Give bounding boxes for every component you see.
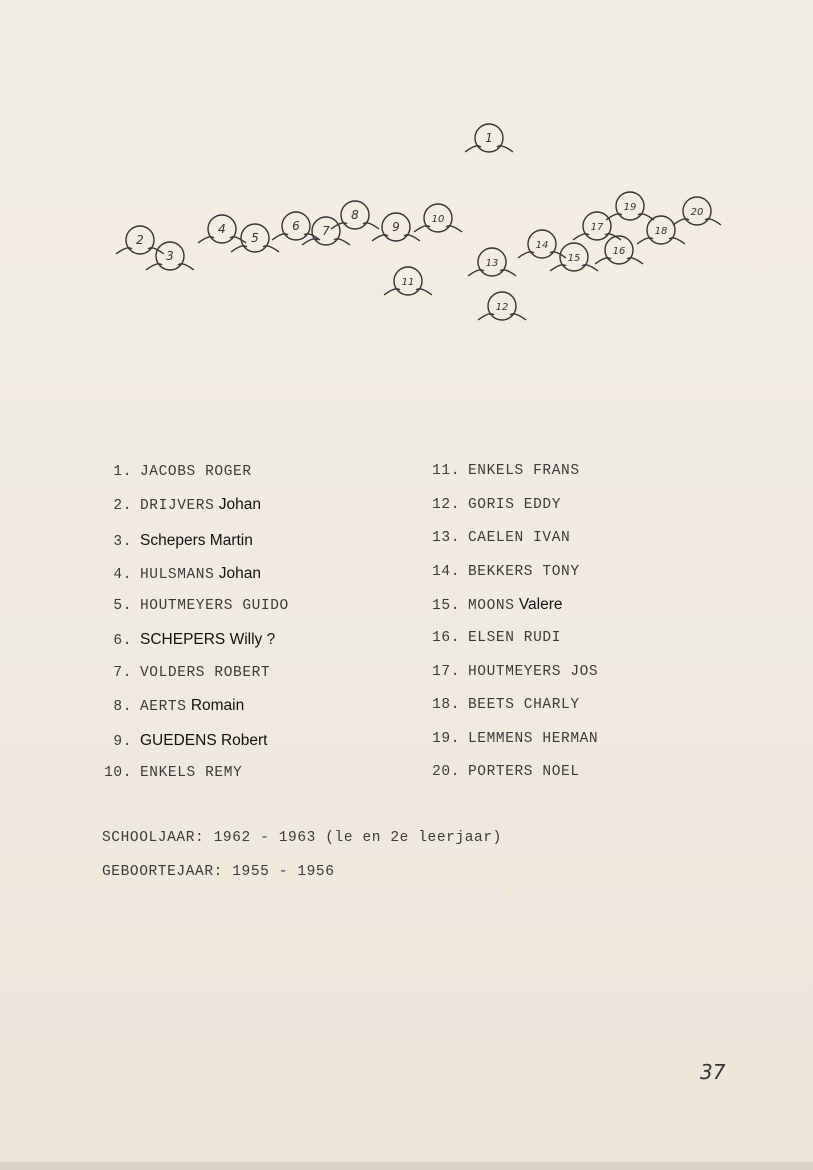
row-number: 14. xyxy=(432,564,460,580)
typed-name: VOLDERS ROBERT xyxy=(140,665,271,681)
typed-name: BEKKERS TONY xyxy=(468,564,580,580)
seat-shoulders xyxy=(637,238,685,244)
seat-shoulders xyxy=(550,265,598,271)
row-number: 10. xyxy=(104,765,132,781)
seat-shoulders xyxy=(518,252,566,258)
geboortejaar-line: GEBOORTEJAAR: 1955 - 1956 xyxy=(102,864,335,880)
seat-number: 19 xyxy=(623,202,637,213)
seat-number: 7 xyxy=(322,224,330,238)
seat-shoulders xyxy=(468,270,516,276)
row-number: 15. xyxy=(432,598,460,614)
name-row xyxy=(430,694,580,716)
seat-number: 1 xyxy=(485,131,493,145)
seat-16 xyxy=(595,236,643,264)
seat-shoulders xyxy=(384,289,432,295)
name-row xyxy=(102,494,261,516)
seat-number: 13 xyxy=(485,258,499,269)
row-number: 7. xyxy=(113,665,132,681)
seat-shoulders xyxy=(302,239,350,245)
typed-name: BEETS CHARLY xyxy=(468,697,580,713)
typed-name: JACOBS ROGER xyxy=(140,464,252,480)
typed-name: HOUTMEYERS JOS xyxy=(468,664,599,680)
seating-diagram xyxy=(0,0,813,360)
seat-number: 18 xyxy=(654,226,668,237)
name-row xyxy=(430,761,580,783)
seat-10 xyxy=(414,204,462,232)
name-row xyxy=(102,563,261,585)
row-number: 20. xyxy=(432,764,460,780)
seat-12 xyxy=(478,292,526,320)
seat-shoulders xyxy=(465,146,513,152)
seat-number: 17 xyxy=(590,222,604,233)
typed-name: ENKELS FRANS xyxy=(468,463,580,479)
name-row xyxy=(430,561,580,583)
name-row xyxy=(430,527,570,549)
typed-name: DRIJVERS xyxy=(140,498,215,514)
name-row xyxy=(102,461,252,483)
name-row xyxy=(102,662,270,684)
name-row xyxy=(102,762,242,784)
seat-shoulders xyxy=(372,235,420,241)
row-number: 19. xyxy=(432,731,460,747)
typed-name: GORIS EDDY xyxy=(468,497,562,513)
name-row xyxy=(430,661,598,683)
page-bottom-edge xyxy=(0,1162,813,1170)
handwritten-name: Valere xyxy=(514,596,563,613)
handwritten-name: SCHEPERS Willy ? xyxy=(140,631,276,648)
name-row xyxy=(430,494,561,516)
seat-11 xyxy=(384,267,432,295)
seat-4 xyxy=(198,215,246,243)
row-number: 3. xyxy=(113,534,132,550)
row-number: 9. xyxy=(113,734,132,750)
seat-number: 4 xyxy=(218,222,226,236)
seat-number: 20 xyxy=(690,207,704,218)
seat-number: 3 xyxy=(166,249,174,263)
row-number: 5. xyxy=(113,598,132,614)
row-number: 13. xyxy=(432,530,460,546)
row-number: 17. xyxy=(432,664,460,680)
name-row xyxy=(430,627,561,649)
name-row xyxy=(430,728,598,750)
name-row xyxy=(102,730,267,752)
row-number: 18. xyxy=(432,697,460,713)
typed-name: PORTERS NOEL xyxy=(468,764,580,780)
name-row xyxy=(102,595,289,617)
typed-name: AERTS xyxy=(140,699,187,715)
seat-number: 12 xyxy=(495,302,509,313)
row-number: 4. xyxy=(113,567,132,583)
seat-shoulders xyxy=(606,214,654,220)
seat-number: 8 xyxy=(351,208,359,222)
seat-1 xyxy=(465,124,513,152)
typed-name: ENKELS REMY xyxy=(140,765,243,781)
name-row xyxy=(102,530,253,552)
handwritten-name: Schepers Martin xyxy=(140,532,253,549)
name-row xyxy=(430,460,580,482)
seat-shoulders xyxy=(595,258,643,264)
handwritten-name: Romain xyxy=(186,697,245,714)
seat-number: 2 xyxy=(136,233,144,247)
seat-number: 15 xyxy=(567,253,581,264)
seat-number: 14 xyxy=(535,240,549,251)
typed-name: LEMMENS HERMAN xyxy=(468,731,599,747)
row-number: 16. xyxy=(432,630,460,646)
seat-17 xyxy=(573,212,621,240)
page-number: 37 xyxy=(700,1060,726,1084)
row-number: 1. xyxy=(113,464,132,480)
name-row xyxy=(102,695,244,717)
name-row xyxy=(102,629,275,651)
typed-name: MOONS xyxy=(468,598,515,614)
seat-number: 16 xyxy=(612,246,626,257)
seat-number: 10 xyxy=(431,214,445,225)
seat-number: 6 xyxy=(292,219,300,233)
handwritten-name: GUEDENS Robert xyxy=(140,732,268,749)
typed-name: ELSEN RUDI xyxy=(468,630,562,646)
seat-20 xyxy=(673,197,721,225)
row-number: 6. xyxy=(113,633,132,649)
schooljaar-line: SCHOOLJAAR: 1962 - 1963 (le en 2e leerjaar) xyxy=(102,830,502,846)
seat-shoulders xyxy=(198,237,246,243)
name-row xyxy=(430,594,562,616)
seat-number: 11 xyxy=(401,277,415,288)
handwritten-name: Johan xyxy=(214,496,261,513)
seat-15 xyxy=(550,243,598,271)
handwritten-name: Johan xyxy=(214,565,261,582)
seat-18 xyxy=(637,216,685,244)
seat-shoulders xyxy=(478,314,526,320)
seat-19 xyxy=(606,192,654,220)
typed-name: HOUTMEYERS GUIDO xyxy=(140,598,289,614)
seat-shoulders xyxy=(331,223,379,229)
seat-number: 5 xyxy=(251,231,259,245)
row-number: 2. xyxy=(113,498,132,514)
seat-13 xyxy=(468,248,516,276)
seat-shoulders xyxy=(231,246,279,252)
seat-8 xyxy=(331,201,379,229)
seat-shoulders xyxy=(673,219,721,225)
seat-14 xyxy=(518,230,566,258)
row-number: 8. xyxy=(113,699,132,715)
row-number: 12. xyxy=(432,497,460,513)
seat-shoulders xyxy=(146,264,194,270)
typed-name: HULSMANS xyxy=(140,567,215,583)
row-number: 11. xyxy=(432,463,460,479)
typed-name: CAELEN IVAN xyxy=(468,530,571,546)
seat-number: 9 xyxy=(392,220,400,234)
seat-shoulders xyxy=(414,226,462,232)
seat-9 xyxy=(372,213,420,241)
